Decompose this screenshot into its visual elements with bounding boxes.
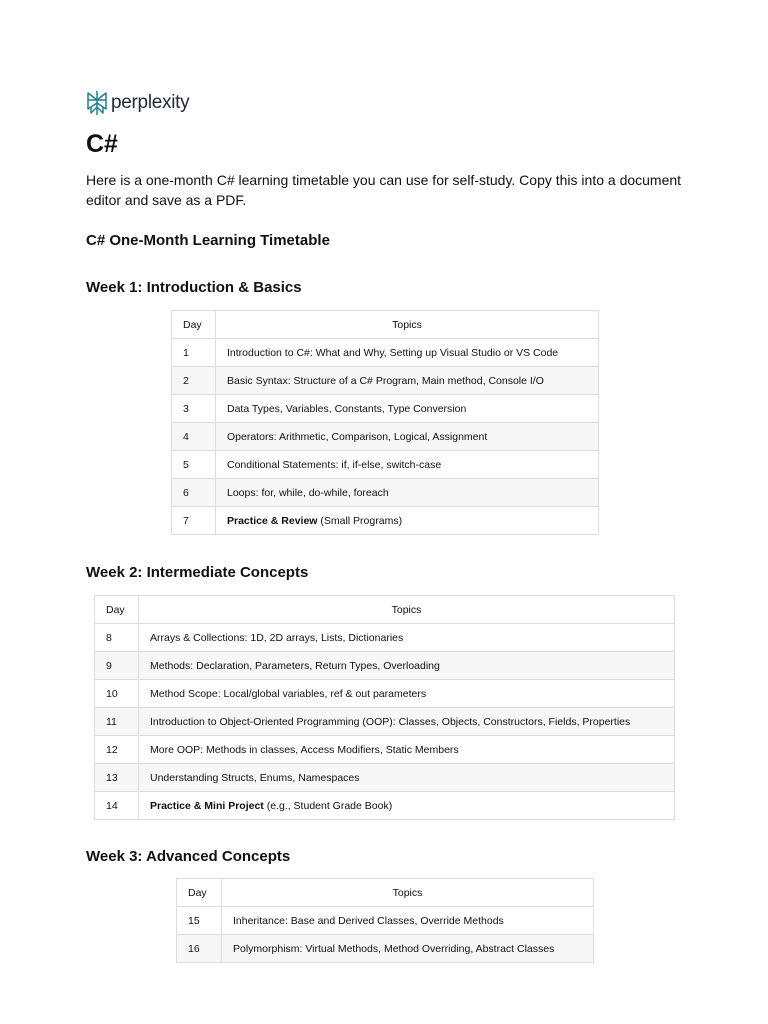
- table-row: [172, 395, 599, 423]
- topic-cell: [139, 764, 675, 792]
- table-row: [177, 935, 594, 963]
- day-cell: 8: [95, 624, 139, 652]
- topic-text: Loops: for, while, do-while, foreach: [227, 486, 389, 499]
- table-header-row: [172, 311, 599, 339]
- topic-cell: [222, 907, 594, 935]
- day-cell: 7: [172, 507, 216, 535]
- topic-cell: [216, 451, 599, 479]
- day-column-header: Day: [177, 879, 222, 907]
- day-cell: 1: [172, 339, 216, 367]
- table-row: [95, 680, 675, 708]
- table-header-row: [95, 596, 675, 624]
- topics-column-header: Topics: [216, 311, 599, 339]
- table-row: [172, 367, 599, 395]
- topic-text: Introduction to Object-Oriented Programming (OOP): Classes, Objects, Constructors, Fields, Properties: [150, 715, 631, 728]
- week-1-heading: Week 1: Introduction & Basics: [86, 279, 302, 296]
- day-cell: 10: [95, 680, 139, 708]
- topic-emphasis: Practice & Review: [227, 514, 318, 527]
- day-cell: 9: [95, 652, 139, 680]
- topic-text: Inheritance: Base and Derived Classes, Override Methods: [233, 914, 504, 927]
- brand-name: perplexity: [111, 92, 190, 113]
- topic-cell: [139, 624, 675, 652]
- day-column-header: Day: [95, 596, 139, 624]
- topic-cell: [216, 423, 599, 451]
- day-cell: 3: [172, 395, 216, 423]
- day-cell: 2: [172, 367, 216, 395]
- table-row: [172, 423, 599, 451]
- topic-text: Methods: Declaration, Parameters, Return Types, Overloading: [150, 659, 440, 672]
- week-2-table: [94, 595, 675, 820]
- week-1-table: [171, 310, 599, 535]
- day-cell: 15: [177, 907, 222, 935]
- topic-cell: [139, 708, 675, 736]
- topic-text: Method Scope: Local/global variables, ref & out parameters: [150, 687, 427, 700]
- table-row: [95, 736, 675, 764]
- day-cell: 6: [172, 479, 216, 507]
- topic-text: Operators: Arithmetic, Comparison, Logical, Assignment: [227, 430, 488, 443]
- topic-text: Introduction to C#: What and Why, Setting up Visual Studio or VS Code: [227, 346, 559, 359]
- table-header-row: [177, 879, 594, 907]
- timetable-heading: C# One-Month Learning Timetable: [86, 232, 330, 249]
- topic-cell: [216, 367, 599, 395]
- table-row: [177, 907, 594, 935]
- topic-cell: [216, 479, 599, 507]
- topic-text: More OOP: Methods in classes, Access Modifiers, Static Members: [150, 743, 459, 756]
- table-row: [95, 708, 675, 736]
- table-row: [95, 764, 675, 792]
- topic-cell: [139, 680, 675, 708]
- table-row: [172, 339, 599, 367]
- day-cell: 12: [95, 736, 139, 764]
- day-column-header: Day: [172, 311, 216, 339]
- topic-text: (e.g., Student Grade Book): [263, 799, 393, 812]
- week-2-heading: Week 2: Intermediate Concepts: [86, 564, 309, 581]
- perplexity-logo-icon: [86, 90, 108, 116]
- topic-cell: [139, 652, 675, 680]
- day-cell: 4: [172, 423, 216, 451]
- table-row: [172, 507, 599, 535]
- topic-text: (Small Programs): [317, 514, 403, 527]
- day-cell: 16: [177, 935, 222, 963]
- day-cell: 11: [95, 708, 139, 736]
- topic-text: Conditional Statements: if, if-else, switch-case: [227, 458, 442, 471]
- brand-logo: [86, 89, 189, 117]
- topic-text: Understanding Structs, Enums, Namespaces: [150, 771, 360, 784]
- table-row: [172, 479, 599, 507]
- table-row: [95, 624, 675, 652]
- topic-text: Basic Syntax: Structure of a C# Program, Main method, Console I/O: [227, 374, 544, 387]
- week-3-table: [176, 878, 594, 963]
- topic-text: Polymorphism: Virtual Methods, Method Overriding, Abstract Classes: [233, 942, 555, 955]
- topic-emphasis: Practice & Mini Project: [150, 799, 264, 812]
- day-cell: 14: [95, 792, 139, 820]
- topic-cell: [216, 395, 599, 423]
- day-cell: 5: [172, 451, 216, 479]
- week-3-heading: Week 3: Advanced Concepts: [86, 848, 291, 865]
- day-cell: 13: [95, 764, 139, 792]
- topic-cell: [139, 736, 675, 764]
- topic-text: Data Types, Variables, Constants, Type Conversion: [227, 402, 467, 415]
- table-row: [95, 792, 675, 820]
- page-title: C#: [86, 130, 118, 158]
- topic-cell: [222, 935, 594, 963]
- topics-column-header: Topics: [139, 596, 675, 624]
- topic-cell: [216, 507, 599, 535]
- table-row: [95, 652, 675, 680]
- topic-text: Arrays & Collections: 1D, 2D arrays, Lists, Dictionaries: [150, 631, 404, 644]
- topic-cell: [139, 792, 675, 820]
- table-row: [172, 451, 599, 479]
- intro-paragraph: Here is a one-month C# learning timetable you can use for self-study. Copy this into a document editor and save as a PDF.: [86, 172, 682, 208]
- topics-column-header: Topics: [222, 879, 594, 907]
- topic-cell: [216, 339, 599, 367]
